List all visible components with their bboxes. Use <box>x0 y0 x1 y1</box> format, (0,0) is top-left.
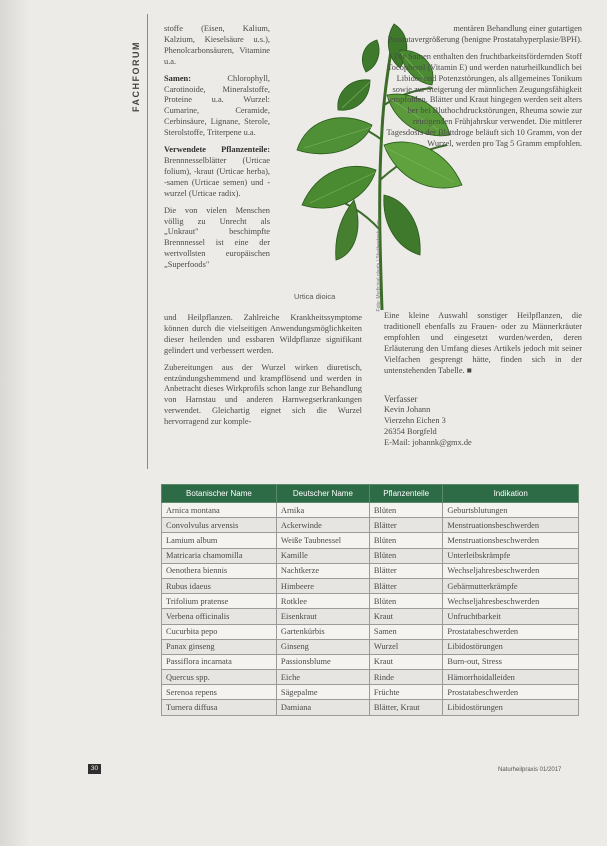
table-row <box>162 503 579 518</box>
table-row <box>162 594 579 609</box>
table-cell: Passiflora incarnata <box>162 654 277 669</box>
table-cell: Geburtsblutungen <box>443 503 579 518</box>
paragraph-pflanzenteile <box>164 145 270 200</box>
column-1-bottom <box>164 313 362 434</box>
table-cell: Kraut <box>369 609 443 624</box>
table-cell: Prostatabeschwerden <box>443 685 579 700</box>
author-heading: Verfasser <box>384 394 418 404</box>
table-row <box>162 654 579 669</box>
table-cell: Prostatabeschwerden <box>443 624 579 639</box>
text-pflanzenteile: Brennnesselblätter (Urticae folium), -kraut (Urticae herba), -samen (Urticae semen) und -wurzel (Urticae radix). <box>164 155 270 198</box>
table-cell: Arnica montana <box>162 503 277 518</box>
table-cell: Panax ginseng <box>162 639 277 654</box>
table-cell: Arnika <box>276 503 369 518</box>
table-cell: Eiche <box>276 670 369 685</box>
table-cell: Rubus idaeus <box>162 578 277 593</box>
image-caption: Urtica dioica <box>294 292 336 301</box>
column-2-top <box>384 24 582 156</box>
header-indication: Indikation <box>443 485 579 503</box>
table-cell: Rotklee <box>276 594 369 609</box>
image-credit: Foto: Medicinal plants / Shutterstock.com <box>376 220 382 312</box>
paragraph-intro: Die von vielen Menschen völlig zu Unrecht als „Unkraut" beschimpfte Brennnessel ist eine der wertvollsten europäischen „Superfoods" <box>164 205 270 270</box>
author-street: Vierzehn Eichen 3 <box>384 415 446 425</box>
paragraph: Eine kleine Auswahl sonstiger Heilpflanzen, die traditionell ebenfalls zu Frauen- oder zu Männerkräuter empfohlen und eingesetzt wurden/werden, deren Erläuterung den Umfang dieses Artikels jedoch mit seiner Vielfachen gesprengt hätte, finden sich in der untenstehenden Tabelle. ■ <box>384 311 582 375</box>
table-cell: Gartenkürbis <box>276 624 369 639</box>
table-cell: Rinde <box>369 670 443 685</box>
table-cell: Himbeere <box>276 578 369 593</box>
table-cell: Menstruationsbeschwerden <box>443 518 579 533</box>
table-cell: Trifolium pratense <box>162 594 277 609</box>
table-cell: Blüten <box>369 594 443 609</box>
column-rule <box>147 14 148 469</box>
table-cell: Blätter <box>369 563 443 578</box>
table-row <box>162 578 579 593</box>
table-cell: Burn-out, Stress <box>443 654 579 669</box>
table-cell: Menstruationsbeschwerden <box>443 533 579 548</box>
table-cell: Samen <box>369 624 443 639</box>
table-row <box>162 563 579 578</box>
table-cell: Wechseljahresbeschwerden <box>443 594 579 609</box>
table-cell: Passionsblume <box>276 654 369 669</box>
table-row <box>162 533 579 548</box>
table-cell: Wechseljahresbeschwerden <box>443 563 579 578</box>
table-cell: Blätter, Kraut <box>369 700 443 715</box>
table-cell: Eisenkraut <box>276 609 369 624</box>
paragraph-samen <box>164 74 270 139</box>
table-cell: Ginseng <box>276 639 369 654</box>
table-row <box>162 548 579 563</box>
table-cell: Früchte <box>369 685 443 700</box>
table-cell: Libidostörungen <box>443 639 579 654</box>
table-cell: Matricaria chamomilla <box>162 548 277 563</box>
table-cell: Unterleibskrämpfe <box>443 548 579 563</box>
table-cell: Blätter <box>369 518 443 533</box>
column-2-middle <box>384 311 582 382</box>
table-row <box>162 609 579 624</box>
table-cell: Damiana <box>276 700 369 715</box>
text-samen: Chlorophyll, Carotinoide, Mineralstoffe, Proteine u.a. Wurzel: Cumarine, Ceramide, Cerbinsäure, Lignane, Sterole, Sterolstoffe, Triterpene u.a. <box>164 73 270 138</box>
section-label: FACHFORUM <box>131 41 141 112</box>
author-name: Kevin Johann <box>384 404 431 414</box>
label-pflanzenteile: Verwendete Pflanzenteile: <box>164 145 270 155</box>
table-cell: Libidostörungen <box>443 700 579 715</box>
author-city: 26354 Borgfeld <box>384 426 437 436</box>
table-cell: Unfruchtbarkeit <box>443 609 579 624</box>
table-cell: Oenothera biennis <box>162 563 277 578</box>
header-parts: Pflanzenteile <box>369 485 443 503</box>
paragraph: stoffe (Eisen, Kalium, Kalzium, Kieselsäure u.s.), Phenolcarbonsäuren, Vitamine u.a. <box>164 24 270 66</box>
column-1-top <box>164 24 270 277</box>
table-cell: Blüten <box>369 533 443 548</box>
author-block <box>384 394 582 449</box>
paragraph: Zubereitungen aus der Wurzel wirken diuretisch, entzündungshemmend und krampflösend und werden in Anbetracht dieses Wirkprofils schon lange zur Behandlung von Harnstau und anderen Harnwegserkrankungen verwendet. Gleichartig eignet sich die Wurzel hervorragend zur komple- <box>164 362 362 427</box>
table-cell: Turnera diffusa <box>162 700 277 715</box>
table-cell: Lamium album <box>162 533 277 548</box>
header-german: Deutscher Name <box>276 485 369 503</box>
header-botanical: Botanischer Name <box>162 485 277 503</box>
table-row <box>162 639 579 654</box>
table-cell: Quercus spp. <box>162 670 277 685</box>
table-row <box>162 670 579 685</box>
label-samen: Samen: <box>164 73 191 83</box>
table-cell: Wurzel <box>369 639 443 654</box>
author-email[interactable]: E-Mail: johannk@gmx.de <box>384 437 472 447</box>
table-cell: Cucurbita pepo <box>162 624 277 639</box>
table-cell: Weiße Taubnessel <box>276 533 369 548</box>
page-number: 30 <box>88 764 101 774</box>
table-row <box>162 518 579 533</box>
table-cell: Ackerwinde <box>276 518 369 533</box>
table-cell: Kraut <box>369 654 443 669</box>
table-header-row <box>162 485 579 503</box>
paragraph: und Heilpflanzen. Zahlreiche Krankheitssymptome können durch die vielseitigen Anwendungsmöglichkeiten dieser heilenden und essbaren Wildpflanze signifikant gelindert und verbessert werden. <box>164 313 362 355</box>
table-cell: Sägepalme <box>276 685 369 700</box>
table-cell: Serenoa repens <box>162 685 277 700</box>
table-cell: Blätter <box>369 578 443 593</box>
table-row <box>162 700 579 715</box>
herbs-table <box>161 484 579 716</box>
table-cell: Nachtkerze <box>276 563 369 578</box>
table-cell: Verbena officinalis <box>162 609 277 624</box>
table-cell: Blüten <box>369 548 443 563</box>
paragraph: Die Samen enthalten den fruchtbarkeitsfördernden Stoff Tocopherol (Vitamin E) und werden naturheilkundlich bei Libido- und Potenzstörungen, als allgemeines Tonikum sowie zur Steigerung der männlichen Zeugungsfähigkeit empfohlen. Blätter und Kraut hingegen werden seit alters her bei Bluthochdruckstörungen, Rheuma sowie zur reinigenden Frühjahrskur verwendet. Die mittlerer Tagesdosis der Blattdroge beläuft sich 10 Gramm, von der Wurzel, werden pro Tag 5 Gramm empfohlen. <box>386 51 582 149</box>
table-cell: Hämorrhoidalleiden <box>443 670 579 685</box>
scan-edge <box>0 0 30 846</box>
table-cell: Kamille <box>276 548 369 563</box>
table-cell: Gebärmutterkrämpfe <box>443 578 579 593</box>
table-cell: Convolvulus arvensis <box>162 518 277 533</box>
table-row <box>162 685 579 700</box>
table-cell: Blüten <box>369 503 443 518</box>
issue-label: Naturheilpraxis 01/2017 <box>498 767 562 773</box>
paragraph: mentären Behandlung einer gutartigen Prostatavergrößerung (benigne Prostatahyperplasie/BPH). <box>387 24 582 44</box>
table-row <box>162 624 579 639</box>
